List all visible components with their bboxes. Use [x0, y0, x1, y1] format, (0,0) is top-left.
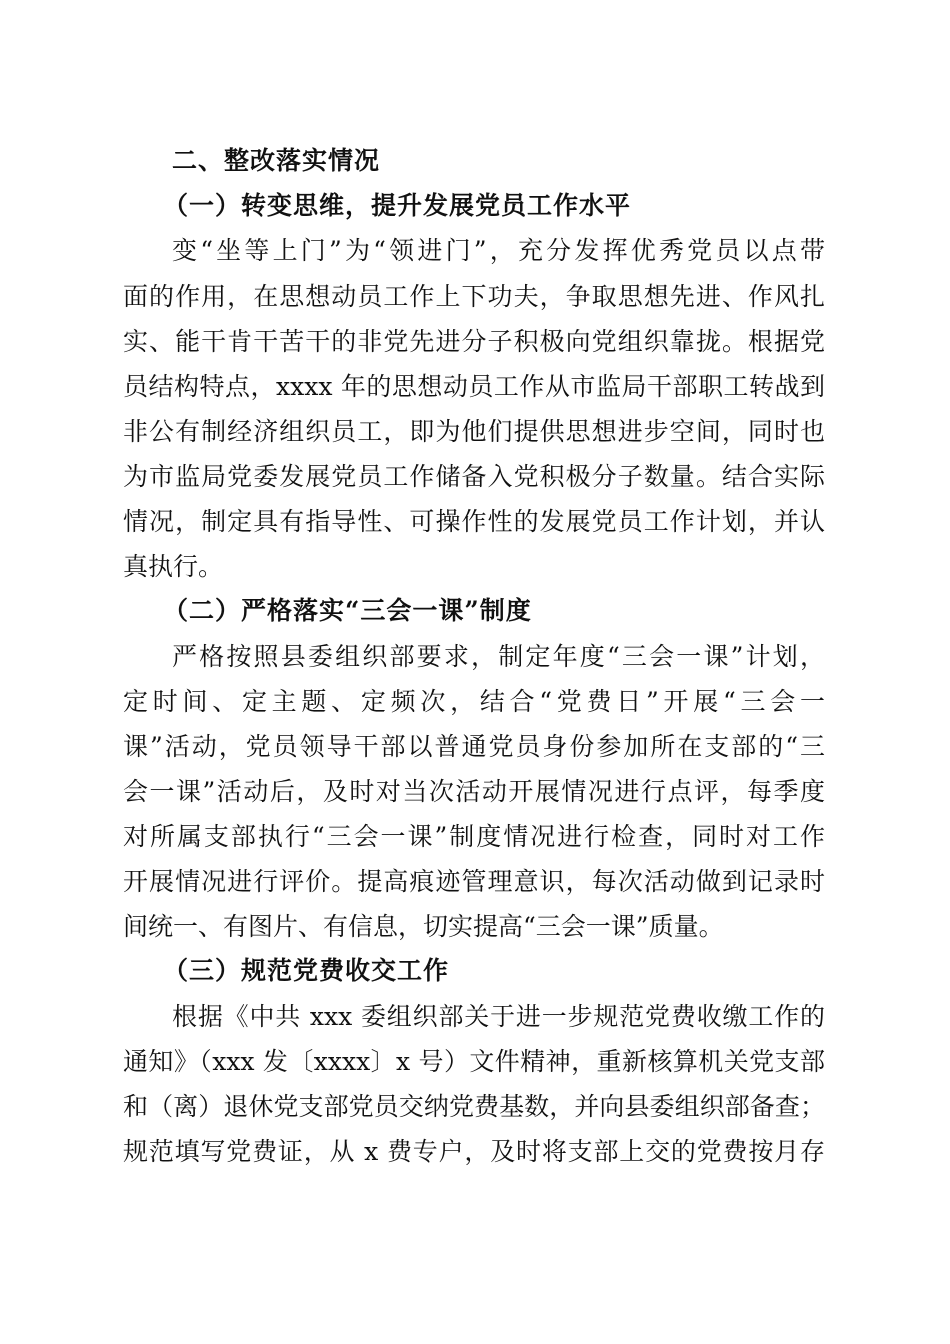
paragraph-line: 变“坐等上门”为“领进门”，充分发挥优秀党员以点带 — [172, 236, 825, 265]
subsection-title-2: （二）严格落实“三会一课”制度 — [163, 596, 532, 625]
paragraph-line: 和（离）退休党支部党员交纳党费基数，并向县委组织部备查； — [123, 1092, 825, 1121]
paragraph-line: 课”活动，党员领导干部以普通党员身份参加所在支部的“三 — [123, 732, 825, 761]
paragraph-line: 根据《中共 xxx 委组织部关于进一步规范党费收缴工作的 — [172, 1002, 825, 1031]
paragraph-line: 开展情况进行评价。提高痕迹管理意识，每次活动做到记录时 — [123, 867, 825, 896]
paragraph-line: 真执行。 — [123, 552, 224, 581]
paragraph-line: 间统一、有图片、有信息，切实提高“三会一课”质量。 — [123, 912, 724, 941]
section-heading: 二、整改落实情况 — [172, 146, 381, 175]
paragraph-line: 定时间、定主题、定频次，结合“党费日”开展“三会一 — [123, 687, 825, 716]
paragraph-line: 为市监局党委发展党员工作储备入党积极分子数量。结合实际 — [123, 462, 825, 491]
paragraph-line: 实、能干肯干苦干的非党先进分子积极向党组织靠拢。根据党 — [123, 327, 825, 356]
paragraph-line: 会一课”活动后，及时对当次活动开展情况进行点评，每季度 — [123, 777, 825, 806]
paragraph-line: 对所属支部执行“三会一课”制度情况进行检查，同时对工作 — [123, 822, 825, 851]
paragraph-line: 面的作用，在思想动员工作上下功夫，争取思想先进、作风扎 — [123, 282, 825, 311]
paragraph-line: 规范填写党费证，从 x 费专户，及时将支部上交的党费按月存 — [123, 1137, 825, 1166]
paragraph-line: 员结构特点，xxxx 年的思想动员工作从市监局干部职工转战到 — [123, 372, 825, 401]
paragraph-line: 严格按照县委组织部要求，制定年度“三会一课”计划， — [172, 642, 825, 671]
subsection-title-3: （三）规范党费收交工作 — [163, 956, 450, 985]
subsection-title-1: （一）转变思维，提升发展党员工作水平 — [163, 191, 632, 220]
paragraph-line: 情况，制定具有指导性、可操作性的发展党员工作计划，并认 — [123, 507, 825, 536]
paragraph-line: 非公有制经济组织员工，即为他们提供思想进步空间，同时也 — [123, 417, 825, 446]
paragraph-line: 通知》（xxx 发〔xxxx〕x 号）文件精神，重新核算机关党支部 — [123, 1047, 825, 1076]
